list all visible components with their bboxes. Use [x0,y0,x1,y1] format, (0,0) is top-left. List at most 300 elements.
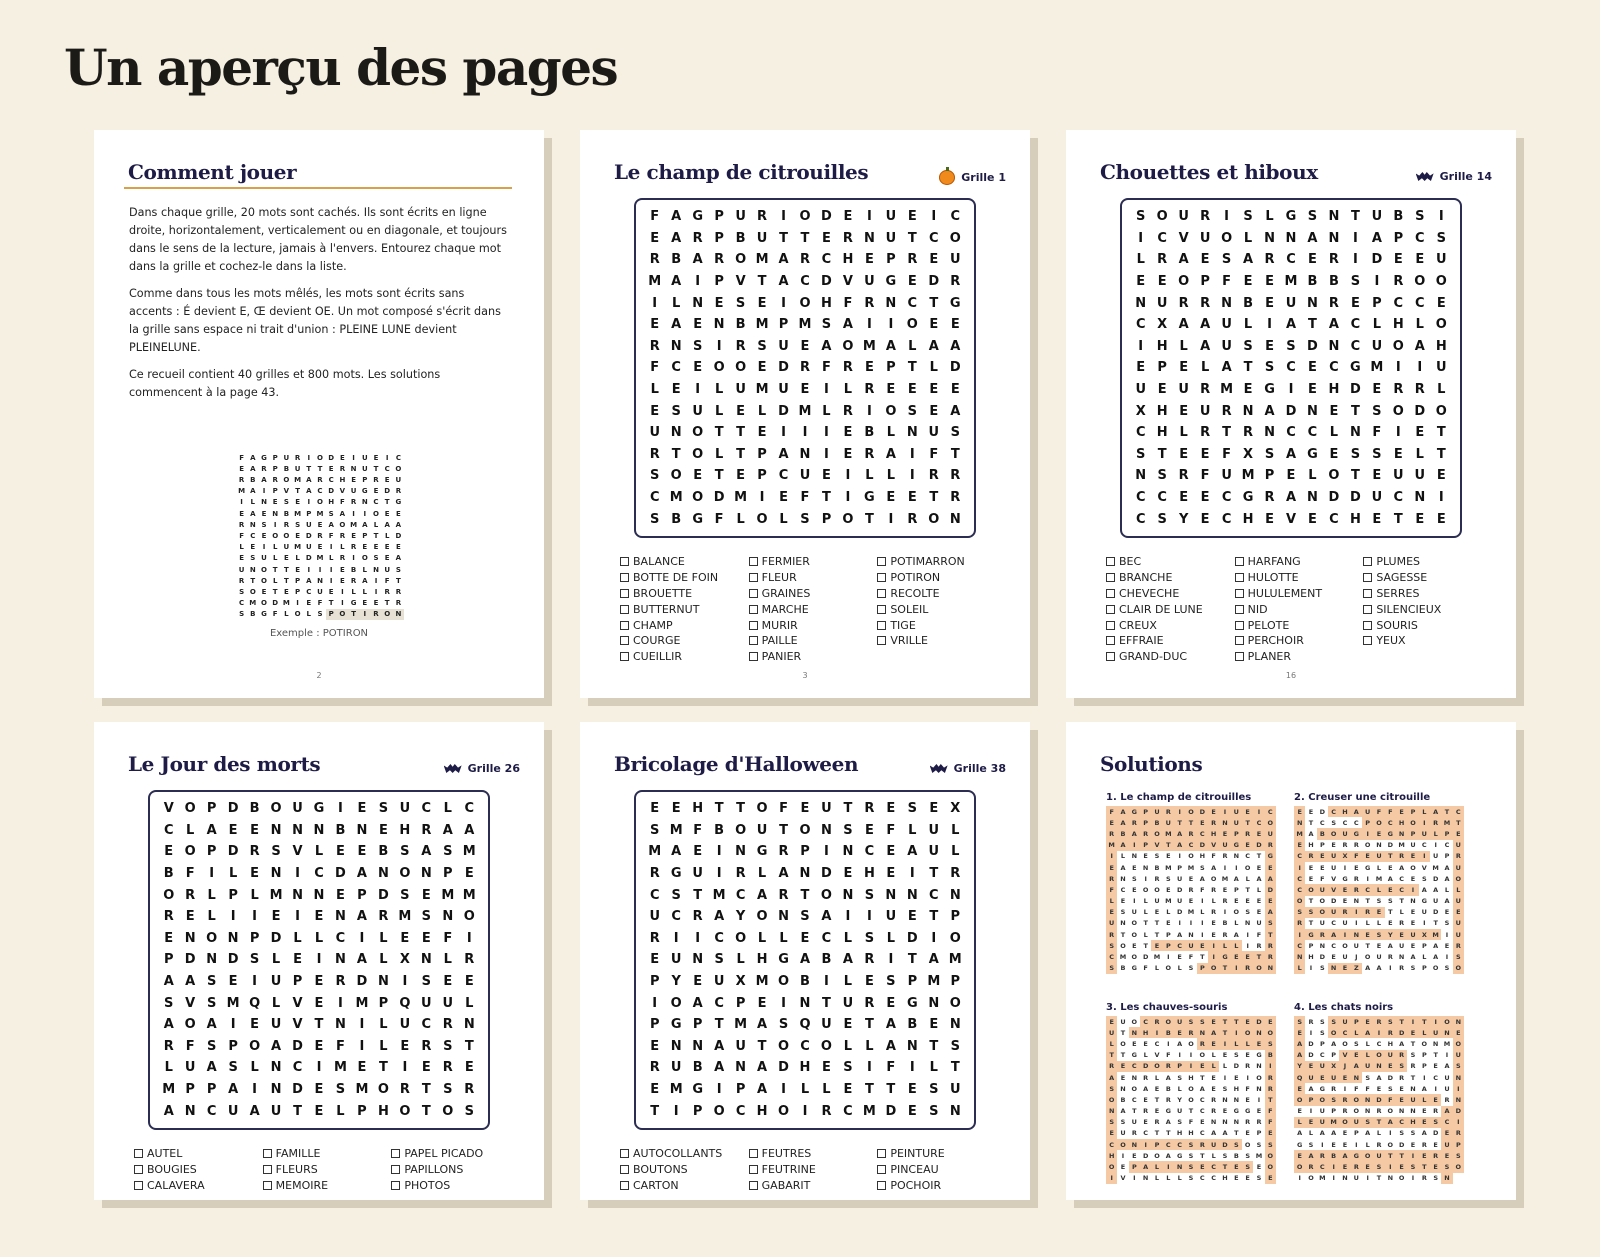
grid-letter: C [1339,1027,1350,1038]
grid-letter: E [671,801,681,817]
grid-letter: I [909,866,915,882]
grid-letter: S [864,887,875,903]
grid-letter: O [1265,817,1276,828]
grid-letter: R [1106,1061,1117,1072]
grid-letter: I [1434,1084,1437,1093]
grid-letter: B [335,822,346,838]
checkbox-icon[interactable] [620,1181,629,1190]
grid-letter: D [1432,874,1439,883]
grid-letter: F [336,1038,345,1054]
word-list-item [263,1193,386,1209]
grid-letter: S [1242,1161,1253,1172]
grid-letter: T [1245,885,1250,894]
grid-letter: O [337,609,348,620]
grid-letter: L [1177,1084,1182,1093]
grid-letter: R [1393,382,1404,398]
grid-letter: N [863,230,875,246]
grid-letter: L [336,1103,345,1119]
checkbox-icon[interactable] [877,636,886,645]
grid-letter: L [1265,209,1274,225]
checkbox-icon[interactable] [1363,589,1372,598]
grid-letter: S [1350,274,1361,290]
grid-letter: T [757,274,767,290]
checkbox-icon[interactable] [1106,589,1115,598]
grid-letter: Q [249,995,261,1011]
checkbox-icon[interactable] [1363,557,1372,566]
grid-letter: L [951,844,960,860]
grid-letter: S [1197,1016,1208,1027]
grid-letter: T [950,1060,960,1076]
grid-letter: N [692,295,704,311]
checkbox-icon[interactable] [1235,636,1244,645]
checkbox-icon[interactable] [620,652,629,661]
grid-letter: R [1265,840,1276,851]
grid-letter: U [421,995,432,1011]
grid-letter: E [1385,884,1396,895]
word-list-item [263,1241,386,1257]
grid-letter: A [228,1082,239,1098]
grid-letter: E [1245,897,1250,906]
checkbox-icon[interactable] [877,1181,886,1190]
grid-letter: A [339,509,346,518]
grid-letter: M [1441,817,1452,828]
grid-letter: E [1410,908,1416,917]
checkbox-icon[interactable] [749,1165,758,1174]
grid-letter: N [692,952,704,968]
grid-letter: I [359,609,370,620]
grid-letter: N [1294,817,1305,828]
page-grid-14 [1066,130,1516,698]
grid-letter: E [886,801,896,817]
grid-letter: N [1319,941,1326,950]
grid-letter: O [1151,1061,1162,1072]
grid-letter: U [885,909,897,925]
checkbox-icon[interactable] [134,1149,143,1158]
grid-letter: L [271,995,281,1011]
grid-letter: T [736,425,746,441]
checkbox-icon[interactable] [391,1149,400,1158]
grid-letter: M [162,1082,176,1098]
grid-letter: M [1255,1151,1263,1160]
grid-letter: E [800,930,810,946]
checkbox-icon[interactable] [749,636,758,645]
grid-letter: I [1246,930,1249,939]
checkbox-icon[interactable] [620,589,629,598]
checkbox-icon[interactable] [620,573,629,582]
grid-letter: I [374,576,378,585]
checkbox-icon[interactable] [749,1181,758,1190]
grid-letter: F [328,531,334,540]
grid-letter: X [399,952,410,968]
checkbox-icon[interactable] [1106,573,1115,582]
grid-letter: R [1185,828,1196,839]
checkbox-icon[interactable] [620,557,629,566]
checkbox-icon[interactable] [263,1181,272,1190]
grid-letter: A [261,475,267,484]
word-label: PAPILLONS [404,1163,464,1177]
checkbox-icon[interactable] [877,589,886,598]
grid-letter: E [1372,468,1382,484]
grid-letter: R [864,952,875,968]
grid-letter: R [1305,1161,1316,1172]
grid-letter: C [1163,1139,1174,1150]
grid-letter: E [843,1017,853,1033]
grid-letter: D [1197,806,1208,817]
grid-letter: N [928,995,940,1011]
grid-letter: R [163,1038,174,1054]
grid-letter: L [250,498,256,507]
grid-letter: E [1265,1128,1276,1139]
grid-letter: L [379,1038,388,1054]
grid-letter: F [1245,1084,1250,1093]
checkbox-icon[interactable] [1106,636,1115,645]
grid-letter: P [1163,940,1174,951]
grid-letter: U [1407,1094,1418,1105]
grid-letter: F [1351,851,1362,862]
word-list-item [1235,601,1358,617]
grid-letter: S [1231,1139,1242,1150]
solution-block [1106,1002,1276,1184]
grid-letter: L [1415,446,1424,462]
grid-letter: U [1393,468,1404,484]
grid-letter: A [1421,1084,1427,1093]
grid-letter: O [261,565,267,574]
grid-letter: P [735,995,746,1011]
word-list-item [134,1162,257,1178]
grid-letter: I [1257,1095,1261,1104]
grid-letter: O [670,995,682,1011]
grid-letter: D [1453,1106,1464,1117]
grid-letter: I [1178,852,1181,861]
grid-letter: O [270,801,282,817]
grid-letter: R [1151,1016,1162,1027]
checkbox-icon[interactable] [1363,636,1372,645]
grid-letter: T [1174,817,1185,828]
grid-letter: T [1365,941,1370,950]
checkbox-icon[interactable] [749,557,758,566]
grid-letter: S [1362,1117,1373,1128]
grid-letter: R [1399,919,1405,928]
grid-letter: R [1178,468,1189,484]
checkbox-icon[interactable] [877,1149,886,1158]
grid-letter: M [398,909,412,925]
grid-letter: P [649,1017,660,1033]
checkbox-icon[interactable] [749,652,758,661]
grid-letter: A [1211,1129,1217,1138]
grid-letter: M [755,317,769,333]
grid-letter: I [781,209,786,225]
checkbox-icon[interactable] [1363,621,1372,630]
checkbox-icon[interactable] [1235,557,1244,566]
grid-letter: D [272,599,279,608]
grid-letter: S [1319,964,1325,973]
grid-letter: E [1317,1072,1328,1083]
grid-letter: R [1331,1084,1337,1093]
grid-letter: A [1414,338,1425,354]
checkbox-icon[interactable] [1235,573,1244,582]
checkbox-icon[interactable] [391,1165,400,1174]
grid-letter: O [1432,964,1439,973]
checkbox-icon[interactable] [134,1165,143,1174]
grid-letter: T [1219,1161,1230,1172]
grid-letter: M [1319,1174,1326,1183]
grid-letter: A [1233,930,1239,939]
checkbox-icon[interactable] [749,621,758,630]
grid-letter: O [735,930,747,946]
grid-letter: E [1179,360,1189,376]
grid-letter: T [1308,919,1314,928]
grid-letter: C [1286,252,1296,268]
grid-letter: M [734,1017,748,1033]
word-list-item [877,601,1000,617]
grid-letter: N [799,866,811,882]
grid-letter: E [1362,1161,1373,1172]
grid-letter: A [928,952,939,968]
grid-letter: E [164,844,174,860]
checkbox-icon[interactable] [391,1181,400,1190]
grid-letter: R [238,520,245,529]
grid-letter: E [1415,252,1425,268]
grid-letter: O [1117,1139,1128,1150]
grid-letter: D [821,209,832,225]
checkbox-icon[interactable] [877,557,886,566]
grid-letter: S [1430,1117,1441,1128]
grid-letter: E [1441,1128,1452,1139]
grid-letter: E [757,360,767,376]
grid-letter: U [1265,828,1276,839]
grid-letter: G [1242,490,1254,506]
checkbox-icon[interactable] [877,605,886,614]
grid-letter: O [1253,963,1264,974]
grid-letter: T [1106,1050,1117,1061]
grid-letter: M [1119,953,1127,962]
grid-letter: Y [1385,929,1396,940]
grid-letter: N [206,952,218,968]
grid-letter: O [1351,1094,1362,1105]
grid-letter: H [1156,338,1168,354]
grid-letter: E [929,1017,939,1033]
grid-letter: S [1319,1028,1325,1037]
grid-letter: O [1387,1107,1394,1116]
checkbox-icon[interactable] [620,1149,629,1158]
grid-letter: O [1353,1107,1360,1116]
checkbox-icon[interactable] [1363,573,1372,582]
grid-letter: I [252,1082,258,1098]
checkbox-icon[interactable] [134,1181,143,1190]
word-list-item [1106,554,1229,570]
grid-letter: L [822,1082,831,1098]
checkbox-icon[interactable] [263,1165,272,1174]
word-label: HULULEMENT [1247,586,1323,600]
checkbox-icon[interactable] [749,589,758,598]
word-list-item [391,1225,514,1241]
grid-letter: T [295,487,300,496]
word-list-item [1363,601,1486,617]
grid-letter: T [1308,317,1317,333]
grid-letter: E [261,587,267,596]
grid-letter: S [1328,1094,1339,1105]
grid-letter: A [163,1017,174,1033]
checkbox-icon[interactable] [1363,605,1372,614]
grid-letter: E [1106,862,1117,873]
checkbox-icon[interactable] [1235,589,1244,598]
checkbox-icon[interactable] [1106,621,1115,630]
grid-letter: A [1174,840,1185,851]
grid-letter: O [373,509,379,518]
grid-letter: R [1154,874,1160,883]
grid-letter: R [370,609,381,620]
page-title: Solutions [1100,752,1203,776]
grid-letter: B [1328,1150,1339,1161]
grid-letter: E [1265,896,1276,907]
checkbox-icon[interactable] [877,1165,886,1174]
word-label: AUTEL [147,1147,183,1161]
grid-letter: O [1392,338,1404,354]
word-list-item [1106,586,1229,602]
grid-letter: F [185,866,195,882]
checkbox-icon[interactable] [749,1149,758,1158]
grid-letter: G [1265,851,1276,862]
grid-letter: S [1120,1118,1126,1127]
checkbox-icon[interactable] [877,573,886,582]
grid-letter: I [1352,252,1358,268]
checkbox-icon[interactable] [1106,652,1115,661]
grid-letter: D [778,403,789,419]
grid-letter: E [1329,403,1339,419]
grid-letter: U [1177,897,1183,906]
grid-letter: X [950,801,961,817]
grid-letter: P [1231,828,1242,839]
grid-letter: X [1243,446,1254,462]
grid-letter: L [1143,908,1148,917]
grid-letter: C [671,360,681,376]
grid-letter: C [800,1038,810,1054]
grid-letter: U [1430,1027,1441,1038]
grid-letter: I [866,317,872,333]
grid-letter: E [693,974,703,990]
grid-letter: O [842,511,854,527]
grid-letter: U [1177,1107,1183,1116]
grid-letter: I [1208,940,1219,951]
grid-letter: L [207,909,216,925]
grid-letter: D [1398,1140,1405,1149]
checkbox-icon[interactable] [620,636,629,645]
grid-letter: D [356,974,368,990]
grid-letter: L [1444,885,1450,894]
grid-letter: P [1177,863,1183,872]
grid-letter: A [950,338,961,354]
grid-letter: C [907,295,918,311]
checkbox-icon[interactable] [620,621,629,630]
grid-letter: L [328,554,334,563]
grid-letter: U [1453,840,1464,851]
grid-letter: E [757,295,767,311]
checkbox-icon[interactable] [620,1165,629,1174]
grid-letter: S [1328,1016,1339,1027]
word-label: FLEUR [761,571,797,585]
grid-letter: V [1328,884,1339,895]
grid-letter: G [692,1082,703,1098]
checkbox-icon[interactable] [1106,557,1115,566]
grid-letter: A [671,844,682,860]
grid-letter: A [1199,874,1205,883]
checkbox-icon[interactable] [749,573,758,582]
grid-letter: R [317,531,323,540]
grid-letter: O [1305,884,1316,895]
grid-letter: D [1319,953,1326,962]
grid-letter: U [1435,252,1447,268]
grid-letter: P [800,844,810,860]
grid-letter: S [1221,252,1232,268]
grid-letter: E [1132,1039,1137,1048]
grid-letter: O [820,1038,832,1054]
grid-letter: E [1410,919,1416,928]
checkbox-icon[interactable] [749,605,758,614]
grid-letter: E [384,475,390,484]
grid-letter: C [1331,941,1337,950]
grid-letter: M [648,274,662,290]
grid-letter: E [1179,446,1189,462]
grid-letter: T [1433,919,1438,928]
grid-letter: E [1331,953,1336,962]
grid-letter: P [292,974,303,990]
grid-letter: E [357,844,367,860]
grid-letter: G [361,487,368,496]
checkbox-icon[interactable] [1235,621,1244,630]
grid-letter: Q [399,995,411,1011]
checkbox-icon[interactable] [1235,652,1244,661]
grid-letter: O [1120,1039,1126,1048]
grid-letter: A [1297,1129,1303,1138]
grid-letter: A [1351,806,1362,817]
grid-letter: I [262,543,266,552]
grid-letter: B [671,511,682,527]
checkbox-icon[interactable] [877,621,886,630]
grid-letter: F [1372,425,1382,441]
grid-letter: B [1222,919,1228,928]
checkbox-icon[interactable] [620,605,629,614]
grid-letter: I [338,995,343,1011]
grid-letter: A [1433,941,1439,950]
grid-letter: S [929,1103,939,1119]
grid-letter: F [929,446,939,462]
grid-letter: E [907,1082,917,1098]
grid-letter: E [1339,963,1350,974]
grid-letter: E [1339,1072,1350,1083]
grid-letter: U [1421,908,1427,917]
grid-letter: N [335,952,346,968]
grid-letter: E [1243,382,1253,398]
checkbox-icon[interactable] [263,1149,272,1158]
word-list-item [263,1146,386,1162]
grid-letter: R [1410,1062,1416,1071]
grid-letter: E [1151,940,1162,951]
grid-letter: L [1211,897,1216,906]
grid-letter: D [395,531,402,540]
grid-letter: I [1265,1061,1276,1072]
checkbox-icon[interactable] [1106,605,1115,614]
grid-letter: T [1163,840,1174,851]
grid-letter: A [714,909,725,925]
grid-letter: I [466,930,472,946]
grid-letter: R [735,338,746,354]
checkbox-icon[interactable] [1235,605,1244,614]
grid-letter: O [1414,274,1426,290]
word-list-item [391,1146,514,1162]
grid-letter: E [314,995,324,1011]
grid-letter: B [1393,209,1404,225]
grid-letter: L [443,801,452,817]
